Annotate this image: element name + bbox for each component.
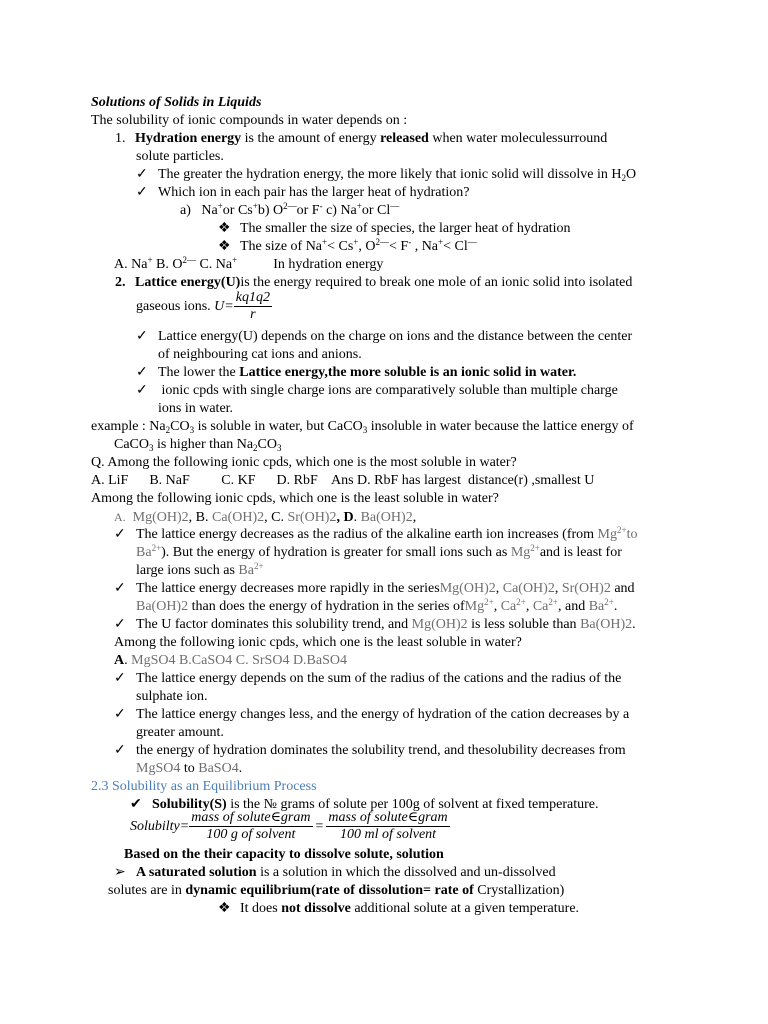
check-item-cont: greater amount. xyxy=(136,725,224,740)
check-icon: ✓ xyxy=(136,167,148,182)
ion-pairs: a) Na+or Cs+b) $O^{2—}or$ F- c) Na+or Cl— xyxy=(180,201,400,218)
check-item: ✓ Lattice energy(U) depends on the charge on ions and the distance between the center xyxy=(136,329,633,344)
diamond-icon: ❖ xyxy=(218,221,231,236)
check-item: ✓ Which ion in each pair has the larger heat of hydration? xyxy=(136,185,470,200)
check-icon: ✓ xyxy=(136,185,148,200)
check-icon: ✓ xyxy=(114,527,126,542)
diamond-item: ❖ The size of Na+< Cs+, $O^{2—}< F^-$ , Na+< Cl— xyxy=(218,237,477,254)
check-item: ✓ The lower the Lattice energy,the more soluble is an ionic solid in water. xyxy=(136,365,577,380)
list-item-lattice: 2. Lattice energy(U)is the energy required to break one mole of an ionic solid into isolated xyxy=(115,275,633,290)
question-2-options: A. Mg(OH)2, B. Ca(OH)2, C. Sr(OH)2, D. Ba(OH)2, xyxy=(114,510,417,525)
check-icon: ✓ xyxy=(114,581,126,596)
check-icon: ✓ xyxy=(136,329,148,344)
heavy-check-icon: ✔ xyxy=(130,797,142,812)
intro-text: The solubility of ionic compounds in water depends on : xyxy=(91,113,408,128)
example-line: example : $Na_2CO_3$ is soluble in water, but CaCO$_3$ insoluble in water because the lattice energy of xyxy=(91,419,634,435)
check-icon: ✓ xyxy=(114,743,126,758)
based-heading: Based on the their capacity to dissolve solute, solution xyxy=(124,847,444,862)
check-icon: ✓ xyxy=(114,671,126,686)
diamond-item: ❖ It does not dissolve additional solute at a given temperature. xyxy=(218,901,580,916)
arrow-icon: ➢ xyxy=(114,865,126,880)
question-2: Among the following ionic cpds, which one is the least soluble in water? xyxy=(91,491,499,506)
arrow-item: ➢ A saturated solution is a solution in which the dissolved and un-dissolved xyxy=(114,865,556,880)
check-item: ✓ The lattice energy depends on the sum of the radius of the cations and the radius of the xyxy=(114,671,622,686)
check-item: ✓ The U factor dominates this solubility trend, and Mg(OH)2 is less soluble than Ba(OH)2. xyxy=(114,617,636,632)
section-heading: 2.3 Solubility as an Equilibrium Process xyxy=(91,779,317,794)
check-item: ✓ ionic cpds with single charge ions are comparatively soluble than multiple charge xyxy=(136,383,618,398)
check-icon: ✓ xyxy=(136,365,148,380)
page-title: Solutions of Solids in Liquids xyxy=(91,95,262,110)
check-item: ✓ The greater the hydration energy, the more likely that ionic solid will dissolve in $H_2O$ xyxy=(136,167,637,183)
check-item-cont: MgSO4 to BaSO4. xyxy=(136,761,243,776)
check-icon: ✓ xyxy=(114,617,126,632)
lattice-formula-line: gaseous ions. U= $\frac{kq1q2}{r}$ xyxy=(136,290,270,323)
check-item: ✓ The lattice energy decreases more rapidly in the seriesMg(OH)2, Ca(OH)2, Sr(OH)2 and xyxy=(114,581,635,596)
diamond-item: ❖ The smaller the size of species, the larger heat of hydration xyxy=(218,221,571,236)
solubility-equation: Solubilty= $\frac{\text{mass of solute∈gram}}{\text{100 g of solvent}}$ = $\frac{\text{mass of solute∈gram}}{\text{100 ml of solvent}}$ xyxy=(130,810,448,843)
list-item-hydration: 1. Hydration energy is the amount of energy released when water moleculessurround xyxy=(115,131,608,146)
check-item: ✓ The lattice energy decreases as the radius of the alkaline earth ion increases (from $Mg^{2+}to$ xyxy=(114,525,638,542)
diamond-icon: ❖ xyxy=(218,239,231,254)
question-3: Among the following ionic cpds, which one is the least soluble in water? xyxy=(114,635,522,650)
check-item-cont: $Ba^{2+}$). But the energy of hydration is greater for small ions such as $Mg^{2+}and$ is least for xyxy=(136,543,622,560)
list-item-hydration-cont: solute particles. xyxy=(136,149,224,164)
diamond-icon: ❖ xyxy=(218,901,231,916)
check-icon: ✓ xyxy=(136,383,148,398)
check-item-cont: sulphate ion. xyxy=(136,689,208,704)
example-line-cont: CaCO$_3$ is higher than $Na_2CO_3$ xyxy=(114,437,282,453)
check-item-cont: of neighbouring cat ions and anions. xyxy=(158,347,362,362)
check-item: ✓ the energy of hydration dominates the solubility trend, and thesolubility decreases from xyxy=(114,743,626,758)
check-item-cont: large ions such as $Ba^{2+}$ xyxy=(136,561,264,578)
question-3-options: A. MgSO4 B.CaSO4 C. SrSO4 D.BaSO4 xyxy=(114,653,347,668)
lattice-formula: $\frac{kq1q2}{r}$ xyxy=(235,290,270,323)
question-1: Q. Among the following ionic cpds, which one is the most soluble in water? xyxy=(91,455,517,470)
check-item: ✓ The lattice energy changes less, and the energy of hydration of the cation decreases by a xyxy=(114,707,630,722)
check-item-cont: Ba(OH)2 than does the energy of hydration in the series ofMg$^{2+}$, $Ca^{2+}$, $Ca^{2+}$, and $Ba^{2+}$. xyxy=(136,597,618,614)
check-item-cont: ions in water. xyxy=(158,401,234,416)
heavy-check-item: ✔ Solubility(S) is the № grams of solute per 100g of solvent at fixed temperature. xyxy=(130,797,599,812)
answer-line: A. Na+ B. $O^{2—}$ C. Na+ In hydration energy xyxy=(114,255,384,272)
check-icon: ✓ xyxy=(114,707,126,722)
question-1-options: A. LiF B. NaF C. KF D. RbF Ans D. RbF has largest distance(r) ,smallest U xyxy=(91,473,595,488)
arrow-item-cont: solutes are in dynamic equilibrium(rate of dissolution= rate of Crystallization) xyxy=(108,883,565,898)
